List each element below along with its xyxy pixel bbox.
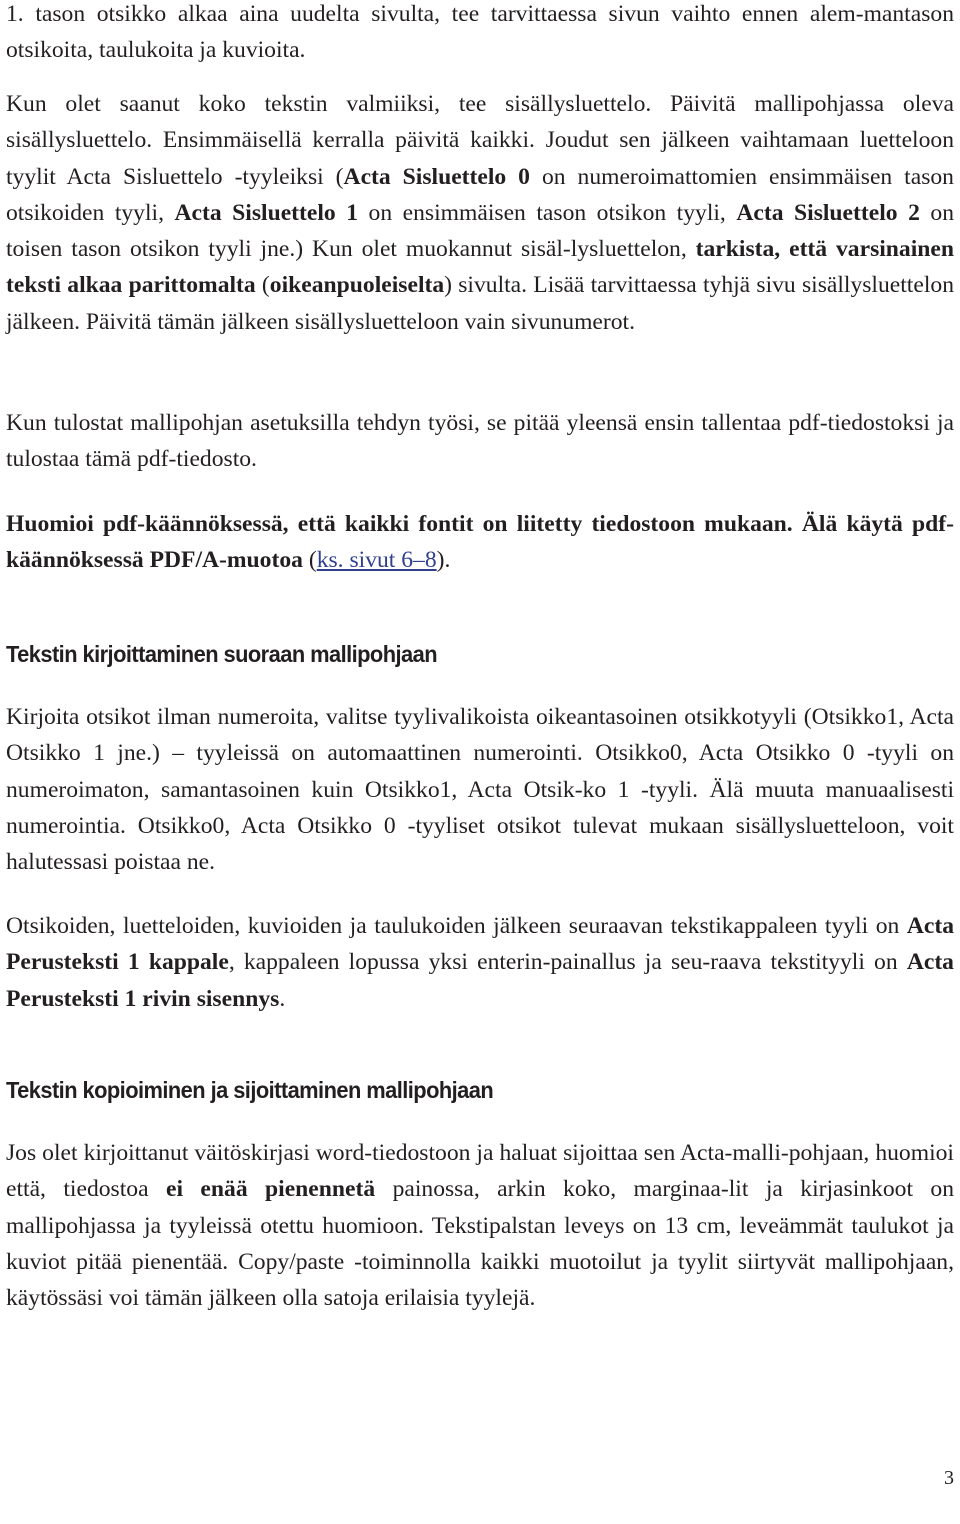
page-number: 3 <box>944 1467 954 1489</box>
page-reference-link[interactable]: ks. sivut 6–8 <box>316 547 437 574</box>
text: ) sivulta. Lisää tarvittaessa tyhjä sivu sisällysluettelon jälkeen. Päivitä tämän jälkeen sisällysluetteloon vain sivunumerot. <box>6 272 954 335</box>
text: Otsikoiden, luetteloiden, kuvioiden ja taulukoiden jälkeen seuraavan tekstikappaleen tyyli on <box>6 913 907 939</box>
text: ( <box>302 547 317 574</box>
text: Kun tulostat mallipohjan asetuksilla tehdyn työsi, se pitää yleensä ensin tallentaa pdf-tiedostoksi ja tulostaa tämä pdf-tiedosto. <box>6 410 954 473</box>
text: Kirjoita otsikot ilman numeroita, valitse tyylivalikoista oikeantasoinen otsikkotyyli (Otsikko1, Acta Otsikko 1 jne.) – tyyleissä on automaattinen numerointi. Otsikko0, Acta Otsikko 0 -tyyli on numeroimaton, samantasoinen kuin Otsikko1, Acta Otsik-ko 1 -tyyli. Älä muuta manuaalisesti numerointia. Otsikko0, Acta Otsikko 0 -tyyliset otsikot tulevat mukaan sisällysluetteloon, voit halutessasi poistaa ne. <box>6 704 954 876</box>
text: on toisen tason otsikon tyyli jne.) Kun olet muokannut sisäl-lysluettelon, <box>6 199 954 263</box>
section-heading-writing: Tekstin kirjoittaminen suoraan mallipohjaan <box>6 641 438 667</box>
style-name: Acta Perusteksti 1 kappale <box>6 913 954 976</box>
paragraph-copy-paste <box>6 1135 954 1316</box>
emphasis: Huomioi pdf-käännöksessä, että kaikki fontit on liitetty tiedostoon mukaan. Älä käytä pdf-käännöksessä PDF/A-muotoa <box>6 511 954 574</box>
section-heading-copying: Tekstin kopioiminen ja sijoittaminen mallipohjaan <box>6 1077 494 1103</box>
text: , kappaleen lopussa yksi enterin-painallus ja seu-raava tekstityyli on <box>228 949 907 976</box>
paragraph-pdf-note <box>6 506 954 579</box>
paragraph-table-of-contents <box>6 86 954 340</box>
text: 1. tason otsikko alkaa aina uudelta sivulta, tee tarvittaessa sivun vaihto ennen alem-mantason otsikoita, taulukoita ja kuvioita. <box>6 1 954 64</box>
text: . <box>279 985 286 1012</box>
text: on numeroimattomien ensimmäisen tason otsikoiden tyyli, <box>6 163 954 226</box>
emphasis: oikeanpuoleiselta <box>269 272 445 299</box>
text: on ensimmäisen tason otsikon tyyli, <box>358 199 737 226</box>
style-name: Acta Sisluettelo 2 <box>736 199 920 226</box>
paragraph-heading-rule <box>6 0 954 69</box>
emphasis: tarkista, että varsinainen teksti alkaa parittomalta <box>6 236 954 299</box>
emphasis: ei enää pienennetä <box>165 1176 376 1203</box>
text: ( <box>255 272 270 299</box>
style-name: Acta Sisluettelo 1 <box>174 199 359 226</box>
paragraph-printing <box>6 405 954 478</box>
text: Jos olet kirjoittanut väitöskirjasi word-tiedostoon ja haluat sijoittaa sen Acta-malli-pohjaan, huomioi että, tiedostoa <box>6 1140 954 1203</box>
text: Kun olet saanut koko tekstin valmiiksi, tee sisällysluettelo. Päivitä mallipohjassa oleva sisällysluettelo. Ensimmäisellä kerralla päivitä kaikki. Joudut sen jälkeen vaihtamaan luetteloon tyylit Acta Sisluettelo -tyyleiksi ( <box>6 91 954 190</box>
paragraph-headings <box>6 699 954 880</box>
style-name: Acta Sisluettelo 0 <box>343 163 530 190</box>
paragraph-following-style <box>6 908 954 1017</box>
style-name: Acta Perusteksti 1 rivin sisennys <box>6 949 954 1012</box>
text: painossa, arkin koko, marginaa-lit ja kirjasinkoot on mallipohjassa ja tyyleissä otettu huomioon. Tekstipalstan leveys on 13 cm, leveämmät taulukot ja kuviot pitää pienentää. Copy/paste -toiminnolla kaikki muotoilut ja tyylit siirtyvät mallipohjaan, käytössäsi voi tämän jälkeen olla satoja erilaisia tyylejä. <box>6 1176 955 1312</box>
text: ). <box>436 547 451 574</box>
